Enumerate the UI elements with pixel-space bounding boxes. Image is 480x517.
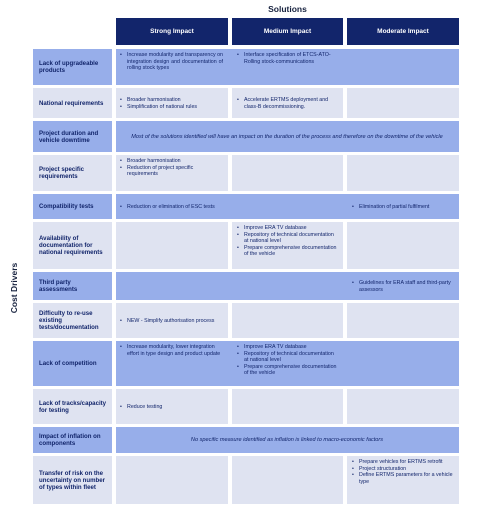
- solution-item: [237, 364, 338, 377]
- table-row: [33, 121, 459, 152]
- solution-item: [352, 280, 454, 293]
- solution-item: [237, 351, 338, 364]
- cell-strong: [115, 222, 228, 269]
- bullet-icon: •: [352, 279, 354, 286]
- solution-item: [237, 225, 338, 232]
- bullet-icon: •: [237, 350, 239, 357]
- solution-text: NEW - Simplify authorisation process: [127, 317, 215, 324]
- solution-text: Reduce testing: [127, 403, 163, 410]
- solution-item: [237, 245, 338, 258]
- solution-text: Elimination of partial fulfilment: [359, 203, 430, 210]
- cell-medium: [232, 49, 343, 85]
- cell-strong: [115, 88, 228, 118]
- cell-strong: [115, 303, 228, 338]
- solution-text: Interface specification of ETCS-ATO-Rolling stock-communications: [244, 52, 331, 65]
- bullet-icon: •: [120, 103, 122, 110]
- cell-medium: [232, 456, 343, 504]
- bullet-icon: •: [120, 344, 122, 350]
- cell-medium: [232, 341, 343, 386]
- table-row: [33, 194, 459, 219]
- solution-text: Increase modularity and transparency on integration design and documentation of rolling stock types: [127, 52, 223, 72]
- cell-strong: [115, 194, 228, 219]
- solution-text: Prepare vehicles for ERTMS retrofit: [359, 459, 443, 465]
- column-header-medium: Medium Impact: [232, 18, 343, 45]
- table-row: [33, 456, 459, 504]
- solution-item: [352, 466, 454, 473]
- row-label: Project specific requirements: [33, 155, 112, 191]
- row-label: Compatibility tests: [33, 194, 112, 219]
- solution-text: Simplification of national rules: [127, 103, 198, 110]
- row-label: Third party assessments: [33, 272, 112, 300]
- row-span-note: Most of the solutions identified will have an impact on the duration of the process and therefore on the downtime of the vehicle: [131, 133, 443, 140]
- cell-strong: [115, 389, 228, 424]
- bullet-icon: •: [352, 459, 354, 465]
- bullet-icon: •: [352, 203, 354, 210]
- solutions-title: Solutions: [268, 4, 307, 14]
- cell-medium: [232, 88, 343, 118]
- table-row: [33, 341, 459, 386]
- bullet-icon: •: [120, 158, 122, 164]
- cell-moderate: [347, 88, 459, 118]
- solution-text: Reduction or elimination of ESC tests: [127, 203, 215, 210]
- row-label: Project duration and vehicle downtime: [33, 121, 112, 152]
- cost-drivers-label: [3, 148, 25, 428]
- cell-moderate: [347, 155, 459, 191]
- solution-text: Increase modularity, lower integration effort in type design and product update: [127, 344, 221, 357]
- cell-strong: [115, 49, 228, 85]
- solution-item: [120, 97, 223, 104]
- solution-item: [120, 158, 223, 165]
- solution-text: Prepare comprehensive documentation of the vehicle: [244, 363, 337, 377]
- cell-strong: [115, 341, 228, 386]
- row-label: National requirements: [33, 88, 112, 118]
- table-row: [33, 427, 459, 453]
- bullet-icon: •: [120, 203, 122, 210]
- solution-text: Broader harmonisation: [127, 158, 181, 164]
- cell-medium: [232, 389, 343, 424]
- bullet-icon: •: [237, 225, 239, 231]
- solution-text: Project structuration: [359, 465, 407, 472]
- row-label: Impact of inflation on components: [33, 427, 112, 453]
- solution-text: Accelerate ERTMS deployment and class-B decommissioning.: [244, 96, 329, 110]
- bullet-icon: •: [237, 244, 239, 251]
- bullet-icon: •: [237, 52, 239, 58]
- cell-medium: [232, 155, 343, 191]
- bullet-icon: •: [120, 317, 122, 324]
- solution-item: [120, 318, 223, 325]
- solution-item: [120, 344, 223, 357]
- solution-text: Repository of technical documentation at national level: [244, 231, 334, 245]
- solution-item: [352, 472, 454, 485]
- table-row: [33, 222, 459, 269]
- row-label: Lack of tracks/capacity for testing: [33, 389, 112, 424]
- solution-text: Improve ERA TV database: [244, 344, 307, 350]
- row-label: Lack of upgradeable products: [33, 49, 112, 85]
- cell-strong: [115, 272, 228, 300]
- row-label: Transfer of risk on the uncertainty on number of types within fleet: [33, 456, 112, 504]
- cell-medium: [232, 222, 343, 269]
- cell-moderate: [347, 49, 459, 85]
- solution-item: [120, 404, 223, 411]
- solution-item: [120, 104, 223, 111]
- column-header-moderate: Moderate Impact: [347, 18, 459, 45]
- cell-medium: [232, 272, 343, 300]
- bullet-icon: •: [352, 465, 354, 472]
- cell-moderate: [347, 222, 459, 269]
- bullet-icon: •: [120, 96, 122, 103]
- solution-text: Repository of technical documentation at national level: [244, 350, 334, 364]
- cell-moderate: [347, 389, 459, 424]
- solution-text: Improve ERA TV database: [244, 225, 307, 231]
- solution-item: [352, 459, 454, 466]
- solution-text: Guidelines for ERA staff and third-party assessors: [359, 279, 451, 293]
- bullet-icon: •: [352, 472, 354, 479]
- solution-item: [237, 97, 338, 110]
- solution-item: [120, 204, 223, 211]
- solution-text: Prepare comprehensive documentation of the vehicle: [244, 244, 337, 258]
- cell-moderate: [347, 194, 459, 219]
- cell-moderate: [347, 456, 459, 504]
- row-label: Availability of documentation for national requirements: [33, 222, 112, 269]
- cost-drivers-label-text: Cost Drivers: [9, 262, 19, 314]
- solution-text: Define ERTMS parameters for a vehicle type: [359, 472, 453, 485]
- bullet-icon: •: [120, 403, 122, 410]
- cell-moderate: [347, 272, 459, 300]
- solution-item: [237, 344, 338, 351]
- row-label: Lack of competition: [33, 341, 112, 386]
- bullet-icon: •: [237, 96, 239, 103]
- solution-item: [237, 52, 338, 65]
- column-header-strong: Strong Impact: [116, 18, 228, 45]
- solution-item: [120, 52, 223, 72]
- bullet-icon: •: [120, 52, 122, 58]
- table-row: [33, 155, 459, 191]
- table-row: [33, 88, 459, 118]
- bullet-icon: •: [237, 363, 239, 370]
- bullet-icon: •: [120, 164, 122, 171]
- cell-moderate: [347, 303, 459, 338]
- solution-item: [352, 204, 454, 211]
- row-span-note: No specific measure identified as inflation is linked to macro-economic factors: [190, 437, 384, 443]
- solution-item: [237, 232, 338, 245]
- bullet-icon: •: [237, 344, 239, 350]
- solution-text: Broader harmonisation: [127, 96, 181, 103]
- solution-item: [120, 165, 223, 178]
- table-row: [33, 303, 459, 338]
- table-row: [33, 272, 459, 300]
- cell-medium: [232, 194, 343, 219]
- row-label: Difficulty to re-use existing tests/documentation: [33, 303, 112, 338]
- cell-medium: [232, 303, 343, 338]
- cell-strong: [115, 155, 228, 191]
- table-row: [33, 389, 459, 424]
- bullet-icon: •: [237, 231, 239, 238]
- solution-text: Reduction of project specific requirements: [127, 164, 194, 178]
- cell-moderate: [347, 341, 459, 386]
- table-row: [33, 49, 459, 85]
- cell-strong: [115, 456, 228, 504]
